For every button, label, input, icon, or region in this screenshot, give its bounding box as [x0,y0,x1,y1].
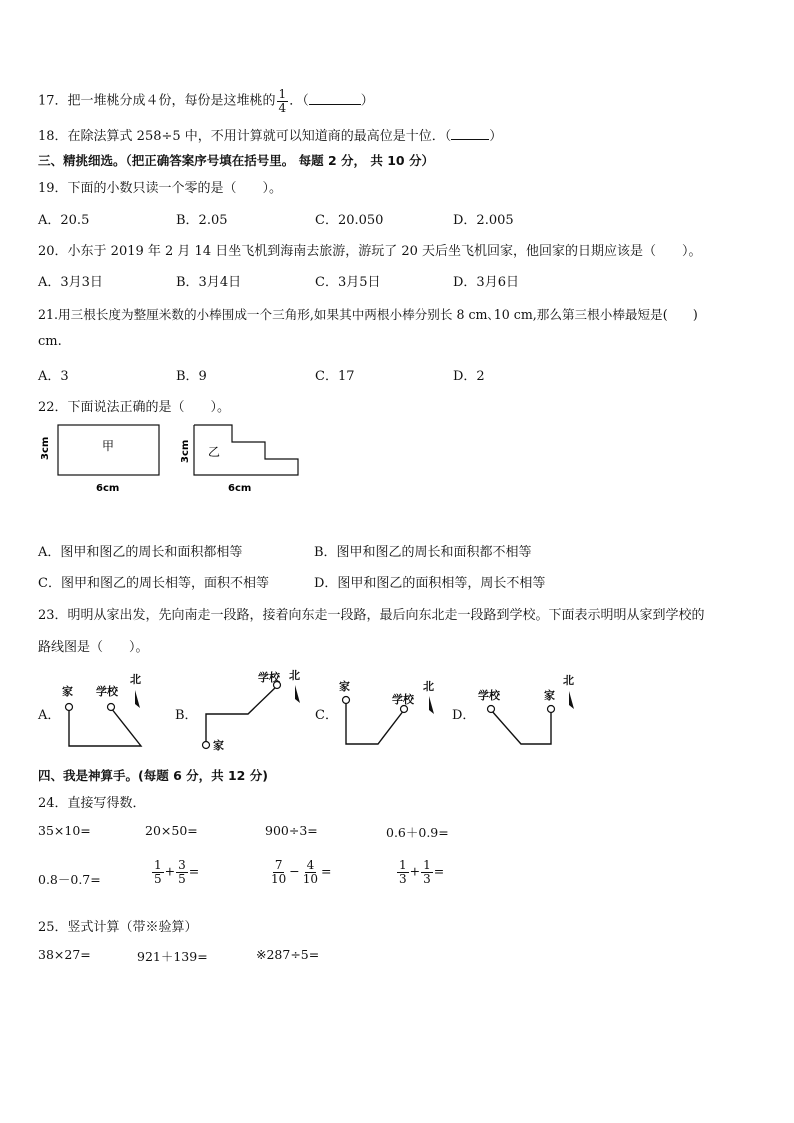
question-23-stem-cont: 路线图是（ ）。 [38,640,149,655]
q20-option-d[interactable]: D．3月6日 [453,275,519,290]
question-19-stem: 19．下面的小数只读一个零的是（ ）。 [38,181,283,196]
question-18: 18．在除法算式 258÷5 中，不用计算就可以知道商的最高位是十位．（ ） [38,129,503,144]
route-a-path [69,708,141,746]
question-23-stem: 23．明明从家出发，先向南走一段路，接着向东走一段路，最后向东北走一段路到学校。下面表示明明从家到学校的 [38,608,705,623]
q17-answer-blank[interactable] [309,92,361,105]
route-d-home-dot [548,706,555,713]
question-25-stem: 25．竖式计算（带※验算） [38,920,198,935]
route-b-school-label: 学校 [258,671,280,684]
route-a-school-label: 学校 [96,685,118,698]
route-d-school-dot [488,706,495,713]
q21-option-c[interactable]: C．17 [315,369,355,384]
q24-item-8: $\frac{1}{3}$ + $\frac{1}{3}$ = [399,858,445,886]
q24-item-1: 35×10= [38,823,91,838]
question-21-stem-cont: cm. [38,334,62,349]
q23-option-b-label[interactable]: B． [175,708,198,723]
route-a-home-dot [66,704,73,711]
q24-item-5: 0.8－0.7= [38,872,101,887]
q24-item-3: 900÷3= [265,823,318,838]
q20-option-b[interactable]: B．3月4日 [176,275,242,290]
figure-jia-height-label: 3cm [40,436,51,460]
route-b-north-arrow-icon [295,685,300,703]
question-21-stem: 21.用三根长度为整厘米数的小棒围成一个三角形,如果其中两根小棒分别长 8 cm､10 cm,那么第三根小棒最短是( ) [38,307,698,322]
route-d-north-arrow-icon [569,691,574,709]
q24-item-7: $\frac{7}{10}$ − $\frac{4}{10}$ = [271,858,332,886]
q19-option-a[interactable]: A．20.5 [38,213,90,228]
q23-option-c-label[interactable]: C． [315,708,338,723]
q18-text: 18．在除法算式 258÷5 中，不用计算就可以知道商的最高位是十位．（ [38,129,452,144]
route-c-school-label: 学校 [392,693,414,706]
route-a-school-dot [108,704,115,711]
q22-option-c[interactable]: C．图甲和图乙的周长相等，面积不相等 [38,576,269,591]
question-24-stem: 24．直接写得数． [38,796,146,811]
figure-jia-width-label: 6cm [96,483,120,494]
route-d-path [491,710,551,744]
route-d-home-label: 家 [544,689,555,702]
q25-item-3: ※287÷5= [256,947,320,962]
figure-yi-height-label: 3cm [180,439,191,463]
q22-option-d[interactable]: D．图甲和图乙的面积相等，周长不相等 [314,576,546,591]
q19-option-d[interactable]: D．2.005 [453,213,514,228]
q24-item-2: 20×50= [145,823,198,838]
route-c-north-arrow-icon [429,696,434,714]
route-b-north-label: 北 [289,669,300,682]
route-a-north-label: 北 [130,673,141,686]
question-22-stem: 22．下面说法正确的是（ ）。 [38,400,231,415]
q23-option-d-label[interactable]: D． [452,708,476,723]
route-a-north-arrow-icon [135,690,140,708]
q19-option-c[interactable]: C．20.050 [315,213,384,228]
route-c-north-label: 北 [423,680,434,693]
route-d-north-label: 北 [563,674,574,687]
q25-item-2: 921＋139= [137,949,208,964]
q23-route-maps [0,664,600,756]
route-c-path [346,701,404,744]
route-b-home-dot [203,742,210,749]
route-a-home-label: 家 [62,685,73,698]
q21-option-b[interactable]: B．9 [176,369,207,384]
q20-option-c[interactable]: C．3月5日 [315,275,381,290]
section-4-heading: 四、我是神算手。(每题 6 分，共 12 分) [38,768,268,783]
route-b-path [206,686,277,744]
q25-item-1: 38×27= [38,947,91,962]
q24-item-6: $\frac{1}{5}$ + $\frac{3}{5}$ = [154,858,200,886]
q23-option-a-label[interactable]: A． [38,708,61,723]
question-20-stem: 20．小东于 2019 年 2 月 14 日坐飞机到海南去旅游，游玩了 20 天后坐飞机回家，他回家的日期应该是（ ）。 [38,244,702,259]
q21-option-d[interactable]: D．2 [453,369,485,384]
q19-option-b[interactable]: B．2.05 [176,213,228,228]
q24-item-4: 0.6＋0.9= [386,825,449,840]
figure-yi-label: 乙 [208,445,221,459]
figure-jia-label: 甲 [102,439,115,453]
section-3-heading: 三、精挑细选。（把正确答案序号填在括号里。 每题 2 分， 共 10 分） [38,153,434,168]
route-c-home-dot [343,697,350,704]
question-17: 17．把一堆桃分成４份，每份是这堆桃的 $\frac{1}{4}$ ．（ ） [38,87,374,115]
q22-option-a[interactable]: A．图甲和图乙的周长和面积都相等 [38,545,243,560]
route-c-home-label: 家 [339,680,350,693]
route-b-home-label: 家 [213,739,224,752]
q18-answer-blank[interactable] [451,127,489,140]
q17-fraction: $\frac{1}{4}$ [278,87,287,115]
figure-yi-width-label: 6cm [228,483,252,494]
q22-figures [34,418,314,498]
route-d-school-label: 学校 [478,689,500,702]
q21-option-a[interactable]: A．3 [38,369,69,384]
q22-option-b[interactable]: B．图甲和图乙的周长和面积都不相等 [314,545,532,560]
q20-option-a[interactable]: A．3月3日 [38,275,103,290]
q17-text: 17．把一堆桃分成４份，每份是这堆桃的 [38,93,276,109]
route-c-school-dot [401,706,408,713]
